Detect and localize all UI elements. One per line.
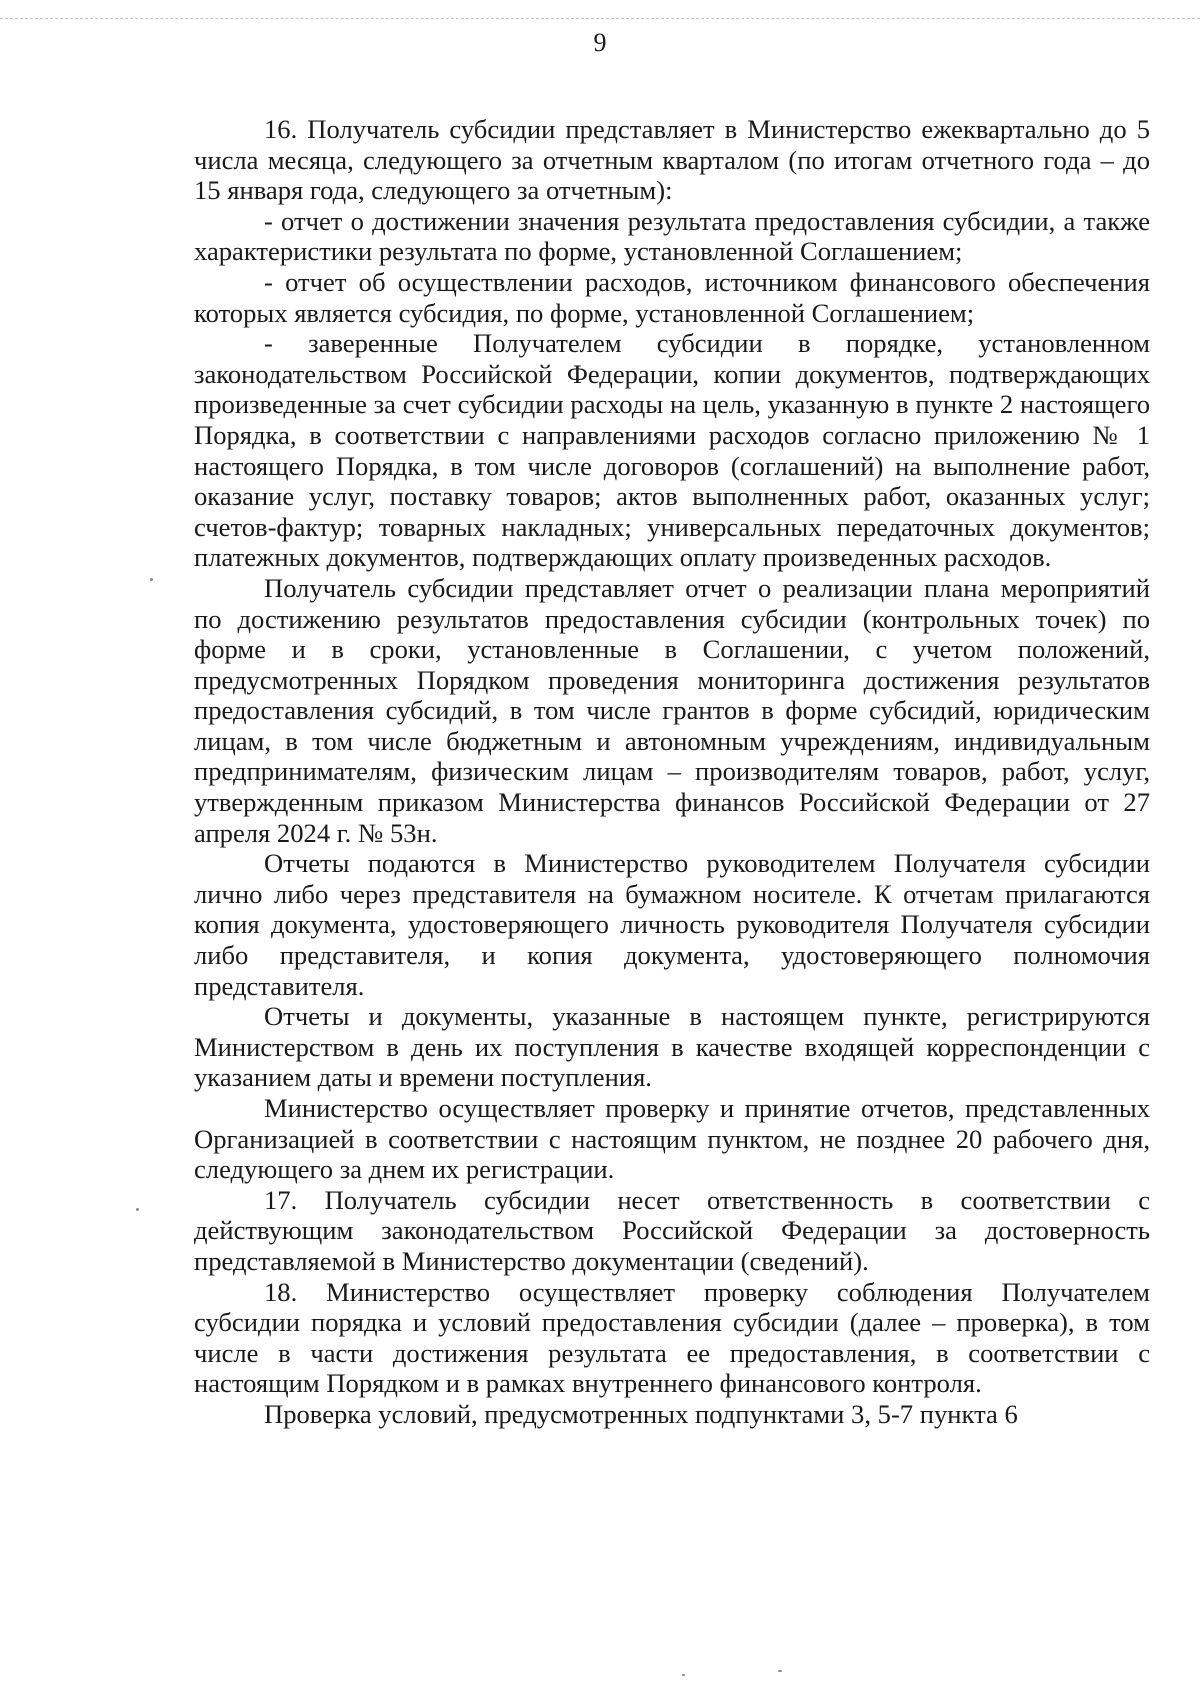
paragraph-registration: Отчеты и документы, указанные в настоящем пункте, регистрируются Министерством в день их поступления в качестве входящей корреспонденции с указанием даты и времени поступления. bbox=[194, 1001, 1150, 1093]
document-body bbox=[194, 114, 1150, 1430]
paragraph-report-submission: Отчеты подаются в Министерство руководителем Получателя субсидии лично либо через представителя на бумажном носителе. К отчетам прилагаются копия документа, удостоверяющего личность руководителя Получателя субсидии либо представителя, и копия документа, удостоверяющего полномочия представителя. bbox=[194, 848, 1150, 1001]
paragraph-18-verification: 18. Министерство осуществляет проверку соблюдения Получателем субсидии порядка и условий предоставления субсидии (далее – проверка), в том числе в части достижения результата ее предоставления, в соответствии с настоящим Порядком и в рамках внутреннего финансового контроля. bbox=[194, 1276, 1150, 1399]
list-item-certified-copies: - заверенные Получателем субсидии в порядке, установленном законодательством Российской Федерации, копии документов, подтверждающих произведенные за счет субсидии расходы на цель, указанную в пункте 2 настоящего Порядка, в соответствии с направлениями расходов согласно приложению № 1 настоящего Порядка, в том числе договоров (соглашений) на выполнение работ, оказание услуг, поставку товаров; актов выполненных работ, оказанных услуг; счетов-фактур; товарных накладных; универсальных передаточных документов; платежных документов, подтверждающих оплату произведенных расходов. bbox=[194, 328, 1150, 573]
paragraph-ministry-check: Министерство осуществляет проверку и принятие отчетов, представленных Организацией в соответствии с настоящим пунктом, не позднее 20 рабочего дня, следующего за днем их регистрации. bbox=[194, 1093, 1150, 1185]
paragraph-verification-conditions: Проверка условий, предусмотренных подпунктами 3, 5-7 пункта 6 bbox=[264, 1398, 1018, 1429]
paragraph-17-responsibility: 17. Получатель субсидии несет ответственность в соответствии с действующим законодательством Российской Федерации за достоверность представляемой в Министерство документации (сведений). bbox=[194, 1184, 1150, 1276]
paragraph-plan-report: Получатель субсидии представляет отчет о реализации плана мероприятий по достижению результатов предоставления субсидии (контрольных точек) по форме и в сроки, установленные в Соглашении, с учетом положений, предусмотренных Порядком проведения мониторинга достижения результатов предоставления субсидий, в том числе грантов в форме субсидий, юридическим лицам, в том числе бюджетным и автономным учреждениям, индивидуальным предпринимателям, физическим лицам – производителям товаров, работ, услуг, утвержденным приказом Министерства финансов Российской Федерации от 27 апреля 2024 г. № 53н. bbox=[194, 572, 1150, 848]
list-item-result-report: - отчет о достижении значения результата предоставления субсидии, а также характеристики результата по форме, установленной Соглашением; bbox=[194, 205, 1150, 267]
scan-speck bbox=[778, 1670, 782, 1672]
page-number: 9 bbox=[593, 28, 607, 57]
scan-edge-line bbox=[0, 18, 1200, 19]
scan-speck bbox=[136, 1208, 139, 1211]
paragraph-16-intro: 16. Получатель субсидии представляет в Министерство ежеквартально до 5 числа месяца, следующего за отчетным кварталом (по итогам отчетного года – до 15 января года, следующего за отчетным): bbox=[194, 114, 1150, 206]
list-item-expense-report: - отчет об осуществлении расходов, источником финансового обеспечения которых является субсидия, по форме, установленной Соглашением; bbox=[194, 266, 1150, 328]
scan-speck bbox=[682, 1674, 685, 1676]
scan-speck bbox=[150, 578, 153, 581]
